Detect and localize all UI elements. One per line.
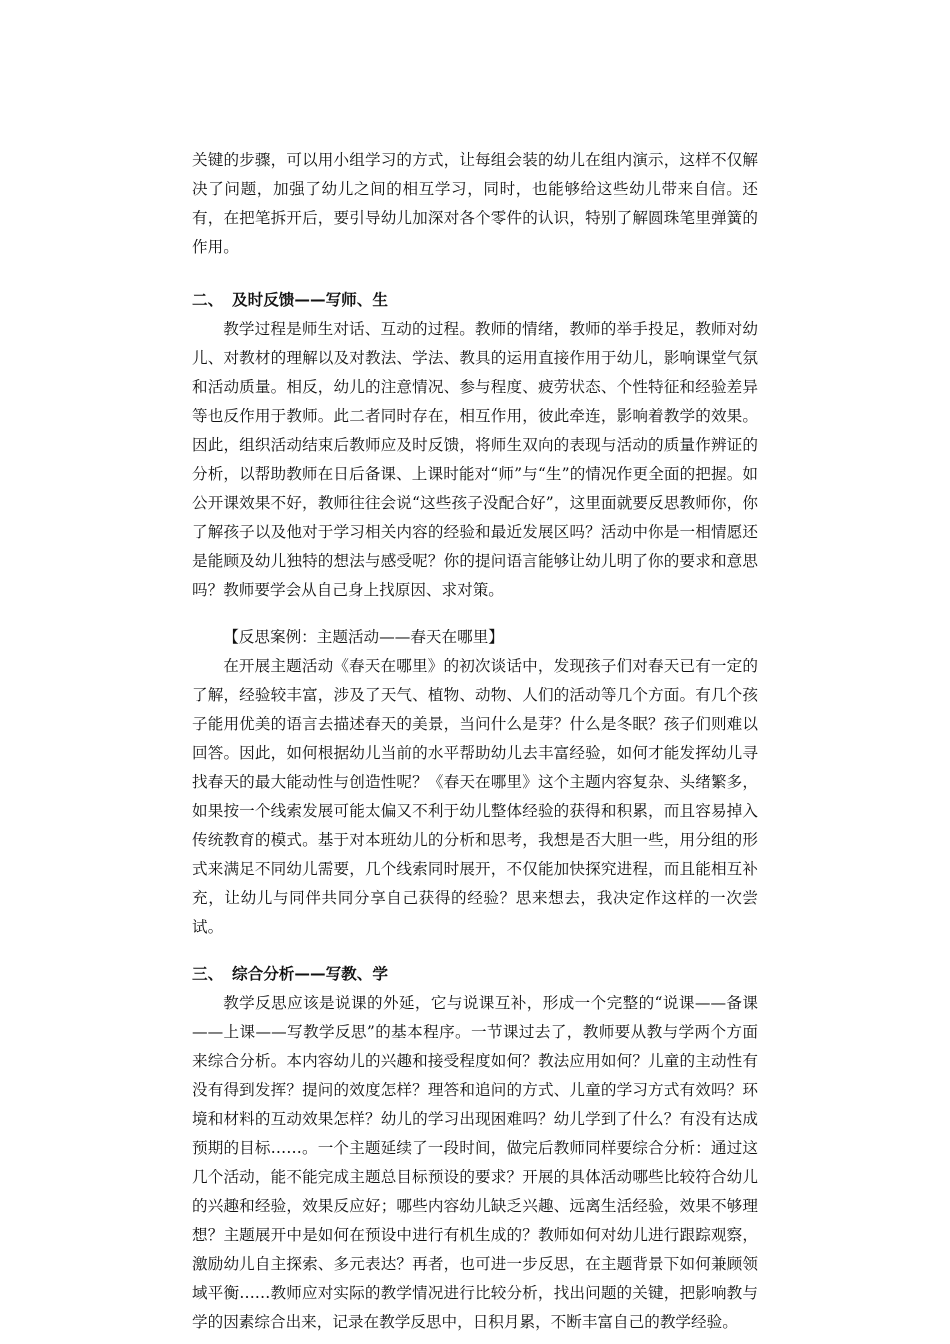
spacer [192,942,758,960]
case-title: 【反思案例：主题活动——春天在哪里】 [223,628,504,646]
section-heading-3 [192,960,758,989]
section-number: 二、 [192,291,224,309]
spacer [192,262,758,286]
section-title: 综合分析——写教、学 [232,965,388,983]
section-2-paragraph: 教学过程是师生对话、互动的过程。教师的情绪，教师的举手投足，教师对幼儿、对教材的理解以及对教法、学法、教具的运用直接作用于幼儿，影响课堂气氛和活动质量。相反，幼儿的注意情况、参与程度、疲劳状态、个性特征和经验差异等也反作用于教师。此二者同时存在，相互作用，彼此牵连，影响着教学的效果。因此，组织活动结束后教师应及时反馈，将师生双向的表现与活动的质量作辨证的分析，以帮助教师在日后备课、上课时能对“师”与“生”的情况作更全面的把握。如公开课效果不好，教师往往会说“这些孩子没配合好”，这里面就要反思教师你，你了解孩子以及他对于学习相关内容的经验和最近发展区吗？活动中你是一相情愿还是能顾及幼儿独特的想法与感受呢？你的提问语言能够让幼儿明了你的要求和意思吗？教师要学会从自己身上找原因、求对策。 [192,320,758,599]
section-number: 三、 [192,965,224,983]
document-page [192,146,758,1337]
intro-paragraph: 关键的步骤，可以用小组学习的方式，让每组会装的幼儿在组内演示，这样不仅解决了问题，加强了幼儿之间的相互学习，同时，也能够给这些幼儿带来自信。还有，在把笔拆开后，要引导幼儿加深对各个零件的认识，特别了解圆珠笔里弹簧的作用。 [192,151,758,256]
section-title: 及时反馈——写师、生 [232,291,388,309]
case-paragraph: 在开展主题活动《春天在哪里》的初次谈话中，发现孩子们对春天已有一定的了解，经验较丰富，涉及了天气、植物、动物、人们的活动等几个方面。有几个孩子能用优美的语言去描述春天的美景，当问什么是芽？什么是冬眠？孩子们则难以回答。因此，如何根据幼儿当前的水平帮助幼儿去丰富经验，如何才能发挥幼儿寻找春天的最大能动性与创造性呢？《春天在哪里》这个主题内容复杂、头绪繁多，如果按一个线索发展可能太偏又不利于幼儿整体经验的获得和积累，而且容易掉入传统教育的模式。基于对本班幼儿的分析和思考，我想是否大胆一些，用分组的形式来满足不同幼儿需要，几个线索同时展开，不仅能加快探究进程，而且能相互补充，让幼儿与同伴共同分享自己获得的经验？思来想去，我决定作这样的一次尝试。 [192,657,758,936]
section-3-paragraph: 教学反思应该是说课的外延，它与说课互补，形成一个完整的“说课——备课——上课——写教学反思”的基本程序。一节课过去了，教师要从教与学两个方面来综合分析。本内容幼儿的兴趣和接受程度如何？教法应用如何？儿童的主动性有没有得到发挥？提问的效度怎样？理答和追问的方式、儿童的学习方式有效吗？环境和材料的互动效果怎样？幼儿的学习出现困难吗？幼儿学到了什么？有没有达成预期的目标……。一个主题延续了一段时间，做完后教师同样要综合分析：通过这几个活动，能不能完成主题总目标预设的要求？开展的具体活动哪些比较符合幼儿的兴趣和经验，效果反应好；哪些内容幼儿缺乏兴趣、远离生活经验，效果不够理想？主题展开中是如何在预设中进行有机生成的？教师如何对幼儿进行跟踪观察，激励幼儿自主探索、多元表达？再者，也可进一步反思，在主题背景下如何兼顾领域平衡……教师应对实际的教学情况进行比较分析，找出问题的关键，把影响教与学的因素综合出来，记录在教学反思中，日积月累，不断丰富自己的教学经验。 [192,994,758,1331]
section-heading-2 [192,286,758,315]
spacer [192,605,758,623]
